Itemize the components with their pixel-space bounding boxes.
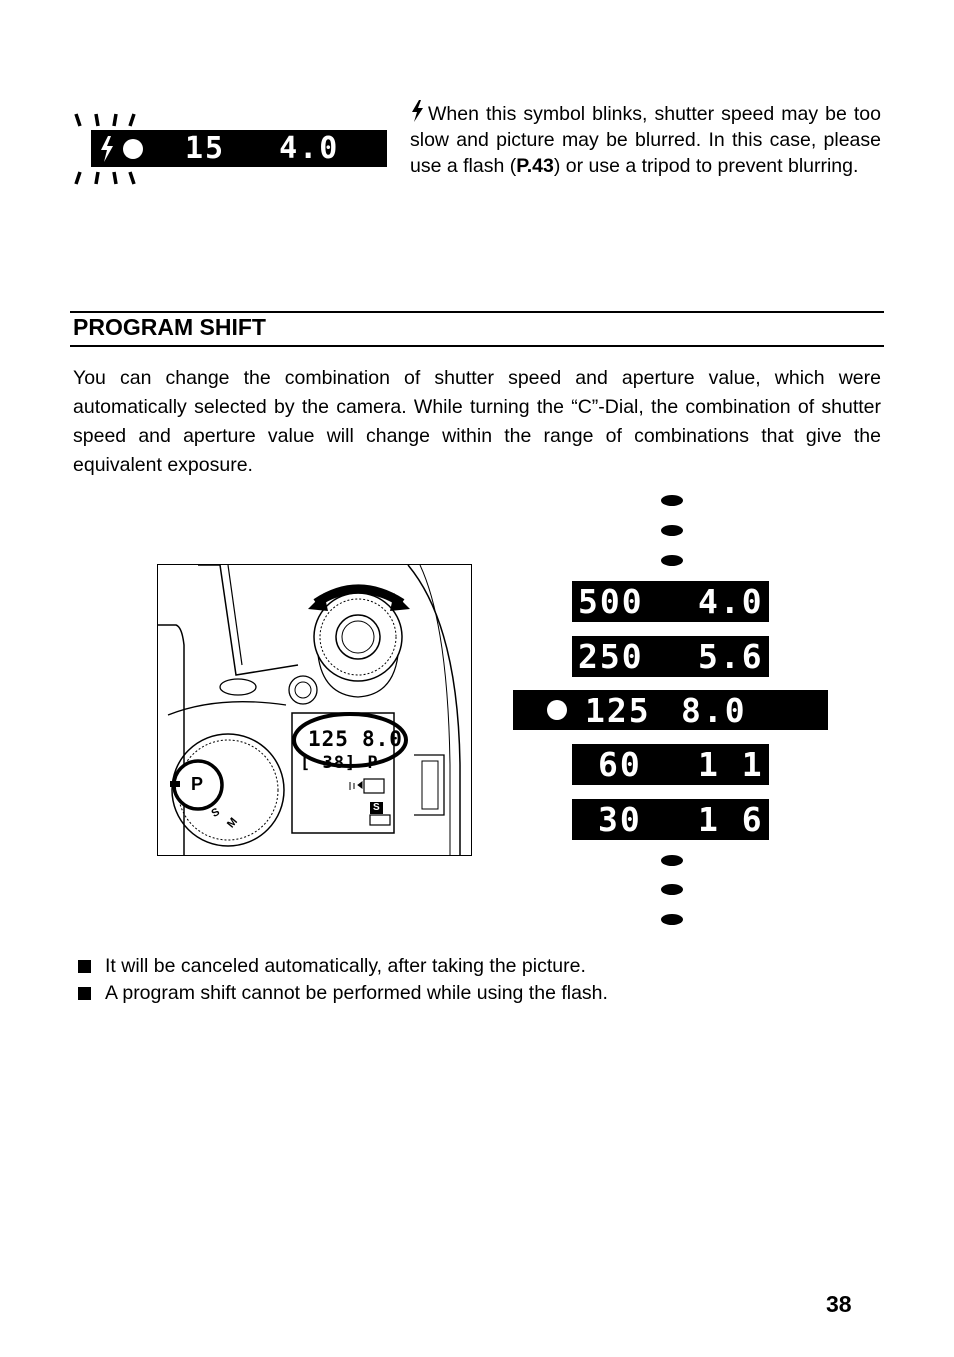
mode-dial-p-label: P [191, 774, 204, 794]
mode-dial-s-mark: S [209, 805, 222, 821]
active-indicator-icon [547, 700, 567, 720]
mode-dial-m-mark: M [225, 815, 241, 831]
ellipsis-dot-icon [661, 555, 683, 566]
ellipsis-dot-icon [661, 855, 683, 866]
note-text: A program shift cannot be performed while using the flash. [105, 982, 608, 1004]
note-item [78, 980, 608, 1006]
section-title: PROGRAM SHIFT [73, 314, 266, 340]
shift-row [572, 581, 769, 622]
shift-aperture: 5.6 [698, 637, 764, 676]
blink-lines-top-icon [72, 106, 142, 130]
page-reference-link[interactable]: P.43 [516, 155, 554, 177]
section-body: You can change the combination of shutter speed and aperture value, which were automatically selected by the camera. While turning the “C”-Dial, the combination of shutter speed and aperture value will change within the range of combinations that give the equivalent exposure. [73, 367, 881, 476]
shift-aperture: 1 1 [698, 745, 764, 784]
blink-marks-bottom [72, 168, 142, 196]
intro-text-before: When this symbol blinks, shutter speed may be too slow and picture may be blurred. In this case, please use a flash ( [410, 103, 881, 177]
ellipsis-dot-icon [661, 914, 683, 925]
lcd-drive-badge: S [370, 802, 383, 814]
intro-text-after: ) or use a tripod to prevent blurring. [553, 155, 859, 177]
shift-shutter: 60 [598, 745, 642, 784]
lcd-aperture-value: 8.0 [362, 727, 403, 751]
page-number: 38 [826, 1291, 852, 1317]
lcd-shutter-value: 125 [308, 727, 349, 751]
shift-aperture: 4.0 [698, 582, 764, 621]
shift-shutter: 125 [585, 690, 651, 730]
note-text: It will be canceled automatically, after taking the picture. [105, 955, 586, 977]
camera-body-drawing [158, 565, 472, 856]
square-bullet-icon [78, 987, 91, 1000]
shift-row [572, 799, 769, 840]
shift-shutter: 500 [578, 582, 644, 621]
shift-aperture: 1 6 [698, 800, 764, 839]
section-rule-bottom [70, 345, 884, 347]
warning-lcd-bar [91, 130, 387, 167]
warning-aperture: 4.0 [279, 131, 340, 166]
shift-row-active [513, 690, 828, 730]
ellipsis-dot-icon [661, 525, 683, 536]
square-bullet-icon [78, 960, 91, 973]
blink-lines-bottom-icon [72, 168, 142, 192]
shift-shutter: 250 [578, 637, 644, 676]
shift-row [572, 744, 769, 785]
warning-shutter: 15 [185, 131, 226, 166]
shift-shutter: 30 [598, 800, 642, 839]
shift-aperture: 8.0 [681, 690, 747, 730]
note-item [78, 953, 586, 979]
camera-top-illustration [157, 564, 472, 856]
section-rule-top [70, 311, 884, 313]
ellipsis-dot-icon [661, 884, 683, 895]
shift-row [572, 636, 769, 677]
flash-bolt-icon [410, 100, 424, 122]
flash-warning-text [410, 100, 881, 179]
ellipsis-dot-icon [661, 495, 683, 506]
focus-indicator-icon [123, 139, 143, 159]
flash-bolt-icon [99, 135, 115, 163]
lcd-frame-count: [ 38] P [300, 753, 379, 773]
